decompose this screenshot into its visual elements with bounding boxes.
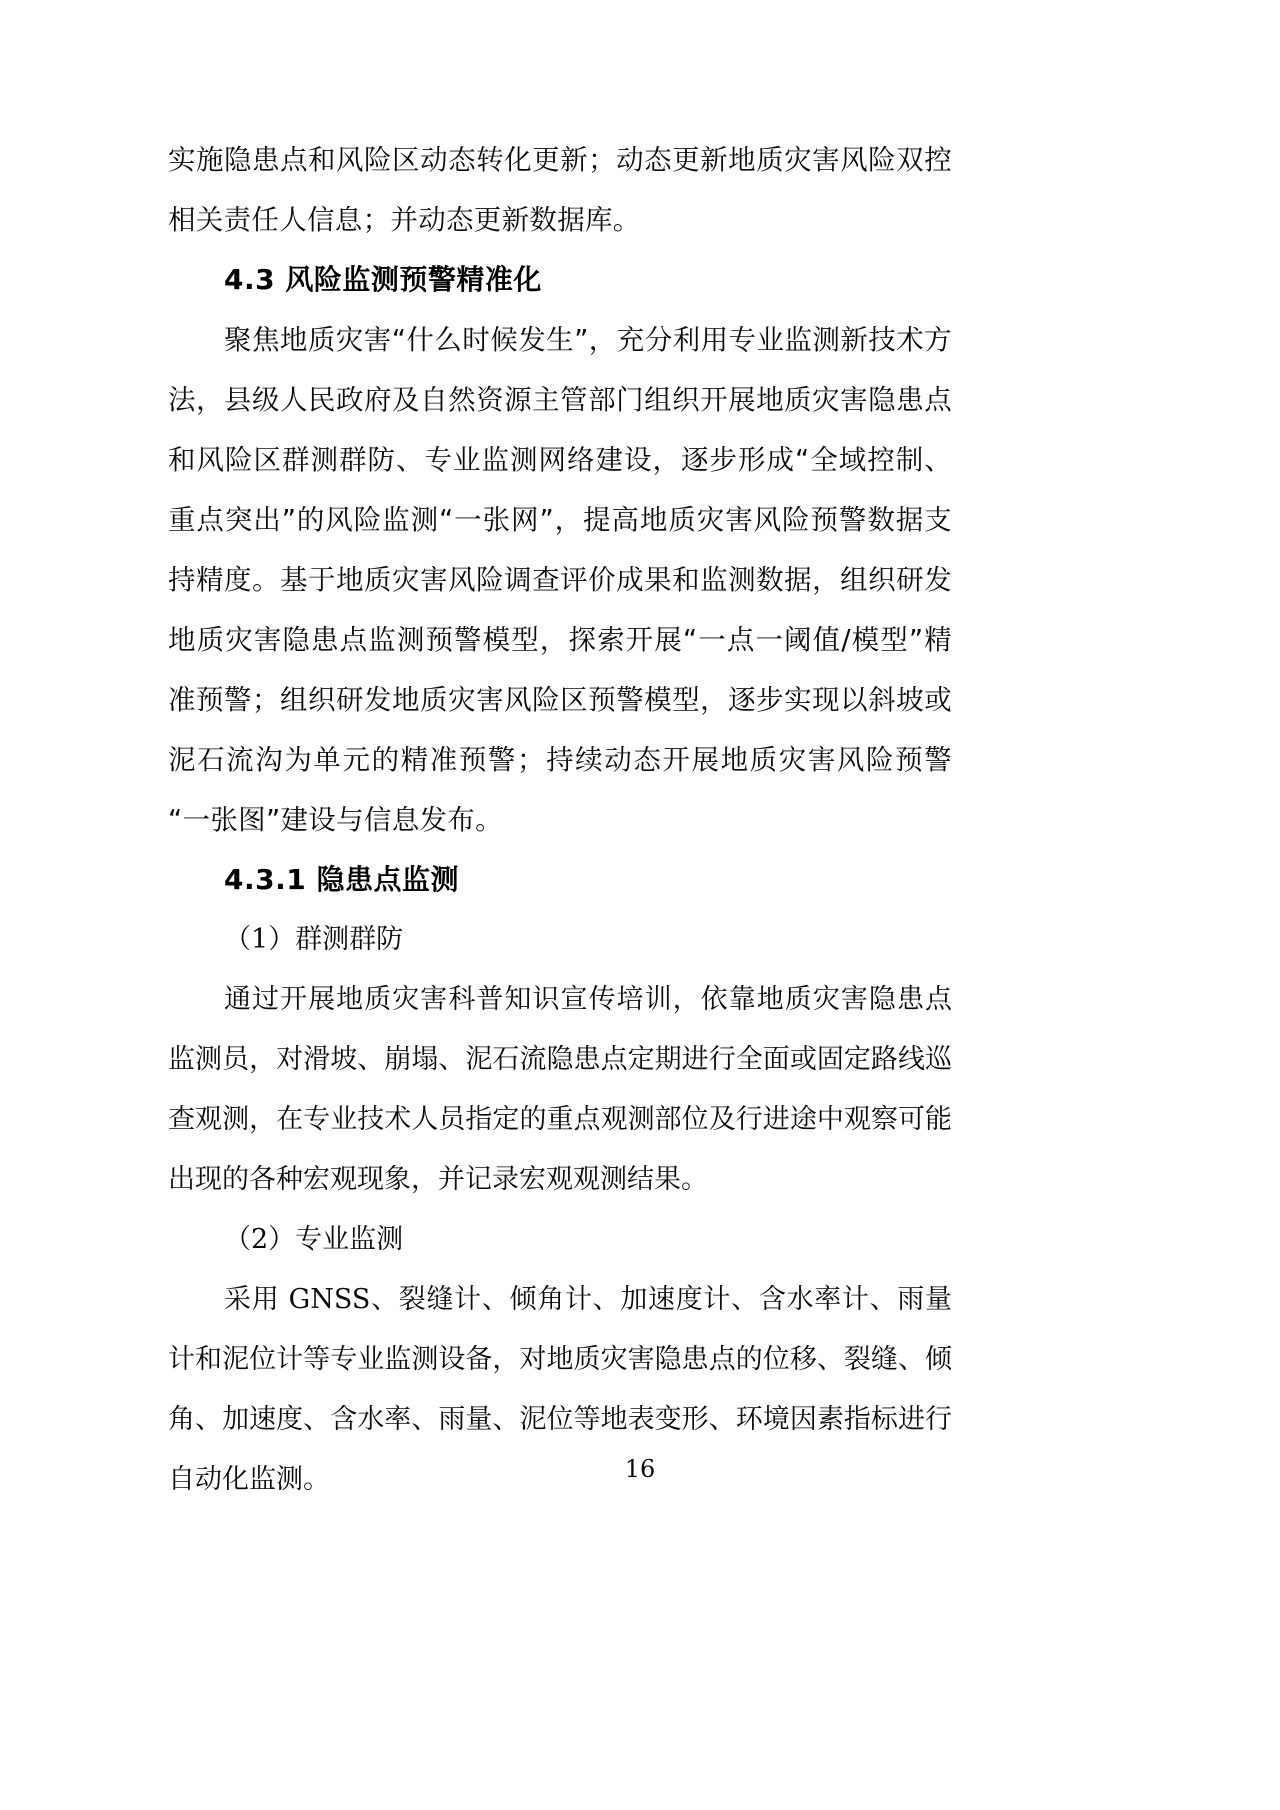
section-heading-4-3: 4.3 风险监测预警精准化 xyxy=(224,263,542,296)
list-label-1: （1）群测群防 xyxy=(224,924,404,955)
list-label-2: （2）专业监测 xyxy=(224,1224,404,1255)
paragraph-section-4-3-body: 聚焦地质灾害“什么时候发生”，充分利用专业监测新技术方法，县级人民政府及自然资源主管部门组织开展地质灾害隐患点和风险区群测群防、专业监测网络建设，逐步形成“全域控制、重点突出”的风险监测“一张网”，提高地质灾害风险预警数据支持精度。基于地质灾害风险调查评价成果和监测数据，组织研发地质灾害隐患点监测预警模型，探索开展“一点一阈值/模型”精准预警；组织研发地质灾害风险区预警模型，逐步实现以斜坡或泥石流沟为单元的精准预警；持续动态开展地质灾害风险预警“一张图”建设与信息发布。 xyxy=(168,324,952,836)
section-heading-4-3-1: 4.3.1 隐患点监测 xyxy=(224,863,459,896)
paragraph-continued: 实施隐患点和风险区动态转化更新；动态更新地质灾害风险双控相关责任人信息；并动态更新数据库。 xyxy=(168,144,952,236)
paragraph-list-item-2-body: 采用 GNSS、裂缝计、倾角计、加速度计、含水率计、雨量计和泥位计等专业监测设备，对地质灾害隐患点的位移、裂缝、倾角、加速度、含水率、雨量、泥位等地表变形、环境因素指标进行自动化监测。 xyxy=(168,1284,952,1495)
paragraph-list-item-1-body: 通过开展地质灾害科普知识宣传培训，依靠地质灾害隐患点监测员，对滑坡、崩塌、泥石流隐患点定期进行全面或固定路线巡查观测，在专业技术人员指定的重点观测部位及行进途中观察可能出现的各种宏观现象，并记录宏观观测结果。 xyxy=(168,984,952,1195)
page-content xyxy=(168,130,952,1510)
page-number: 16 xyxy=(624,1455,656,1483)
